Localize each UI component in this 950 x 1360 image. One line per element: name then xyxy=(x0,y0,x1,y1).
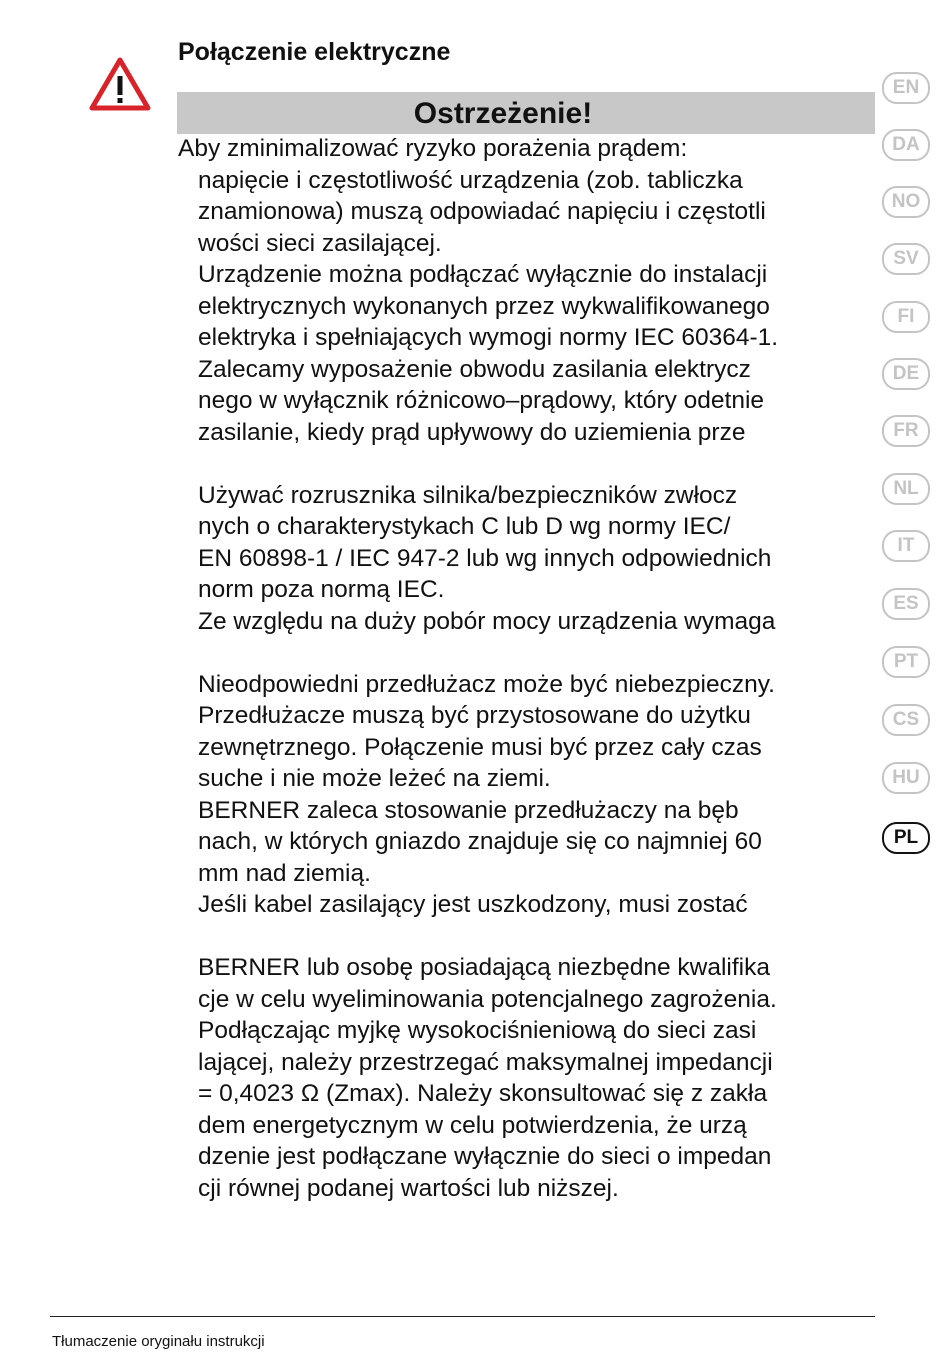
warning-title: Ostrzeżenie! xyxy=(413,97,593,130)
lang-tab-es[interactable]: ES xyxy=(882,588,930,620)
body-line: lającej, należy przestrzegać maksymalnej impedancji xyxy=(198,1048,773,1076)
lang-tab-pt[interactable]: PT xyxy=(882,646,930,678)
lang-tab-en[interactable]: EN xyxy=(882,72,930,104)
warning-triangle-icon xyxy=(88,56,152,112)
lang-tab-sv[interactable]: SV xyxy=(882,243,930,275)
body-line: znamionowa) muszą odpowiadać napięciu i częstotli xyxy=(198,198,766,225)
body-line: cji równej podanej wartości lub niższej. xyxy=(198,1174,619,1202)
body-line: zewnętrznego. Połączenie musi być przez cały czas xyxy=(198,733,762,761)
body-line: Zalecamy wyposażenie obwodu zasilania elektrycz xyxy=(198,355,751,383)
body-line: BERNER lub osobę posiadającą niezbędne kwalifika xyxy=(198,954,771,981)
lang-tab-fi[interactable]: FI xyxy=(882,301,930,333)
body-line: norm poza normą IEC. xyxy=(198,576,445,603)
body-line: BERNER zaleca stosowanie przedłużaczy na bęb xyxy=(198,796,739,824)
body-line xyxy=(178,921,878,953)
body-line: zasilanie, kiedy prąd upływowy do uziemienia prze xyxy=(198,418,746,446)
footer-text: Tłumaczenie oryginału instrukcji xyxy=(52,1333,265,1350)
lang-tab-hu[interactable]: HU xyxy=(882,762,930,794)
body-line: Podłączając myjkę wysokociśnieniową do sieci zasi xyxy=(198,1017,757,1044)
body-line: Przedłużacze muszą być przystosowane do użytku xyxy=(198,702,751,729)
section-title: Połączenie elektryczne xyxy=(178,38,451,66)
body-line: elektryka i spełniających wymogi normy IEC 60364-1. xyxy=(198,324,779,351)
body-line: wości sieci zasilającej. xyxy=(198,229,442,257)
body-line: Nieodpowiedni przedłużacz może być niebezpieczny. xyxy=(198,670,775,698)
lang-tab-nl[interactable]: NL xyxy=(882,473,930,505)
body-line: Jeśli kabel zasilający jest uszkodzony, musi zostać xyxy=(198,891,748,918)
body-line: Aby zminimalizować ryzyko porażenia prądem: xyxy=(178,135,688,162)
body-line: = 0,4023 Ω (Zmax). Należy skonsultować się z zakła xyxy=(198,1080,768,1107)
body-line: Urządzenie można podłączać wyłącznie do instalacji xyxy=(198,261,768,288)
body-line: cje w celu wyeliminowania potencjalnego zagrożenia. xyxy=(198,985,777,1013)
body-line: Używać rozrusznika silnika/bezpieczników zwłocz xyxy=(198,481,738,509)
lang-tab-cs[interactable]: CS xyxy=(882,704,930,736)
body-line: nach, w których gniazdo znajduje się co najmniej 60 xyxy=(198,828,762,855)
body-line: nego w wyłącznik różnicowo–prądowy, który odetnie xyxy=(198,387,765,414)
body-line: Ze względu na duży pobór mocy urządzenia wymaga xyxy=(198,607,776,635)
footer-divider xyxy=(50,1316,875,1317)
lang-tab-it[interactable]: IT xyxy=(882,530,930,562)
lang-tab-fr[interactable]: FR xyxy=(882,415,930,447)
warning-body xyxy=(178,133,878,1204)
body-line: elektrycznych wykonanych przez wykwalifikowanego xyxy=(198,292,770,320)
body-line: napięcie i częstotliwość urządzenia (zob. tabliczka xyxy=(198,166,743,194)
body-line: suche i nie może leżeć na ziemi. xyxy=(198,765,551,792)
body-line: nych o charakterystykach C lub D wg normy IEC/ xyxy=(198,513,731,540)
body-line xyxy=(178,448,878,480)
body-line: dzenie jest podłączane wyłącznie do sieci o impedan xyxy=(198,1143,772,1170)
body-line: mm nad ziemią. xyxy=(198,859,371,887)
body-line: dem energetycznym w celu potwierdzenia, że urzą xyxy=(198,1111,747,1139)
lang-tab-pl[interactable]: PL xyxy=(882,822,930,854)
body-line: EN 60898-1 / IEC 947-2 lub wg innych odpowiednich xyxy=(198,544,772,572)
body-line xyxy=(178,637,878,669)
lang-tab-de[interactable]: DE xyxy=(882,358,930,390)
lang-tab-no[interactable]: NO xyxy=(882,186,930,218)
lang-tab-da[interactable]: DA xyxy=(882,129,930,161)
